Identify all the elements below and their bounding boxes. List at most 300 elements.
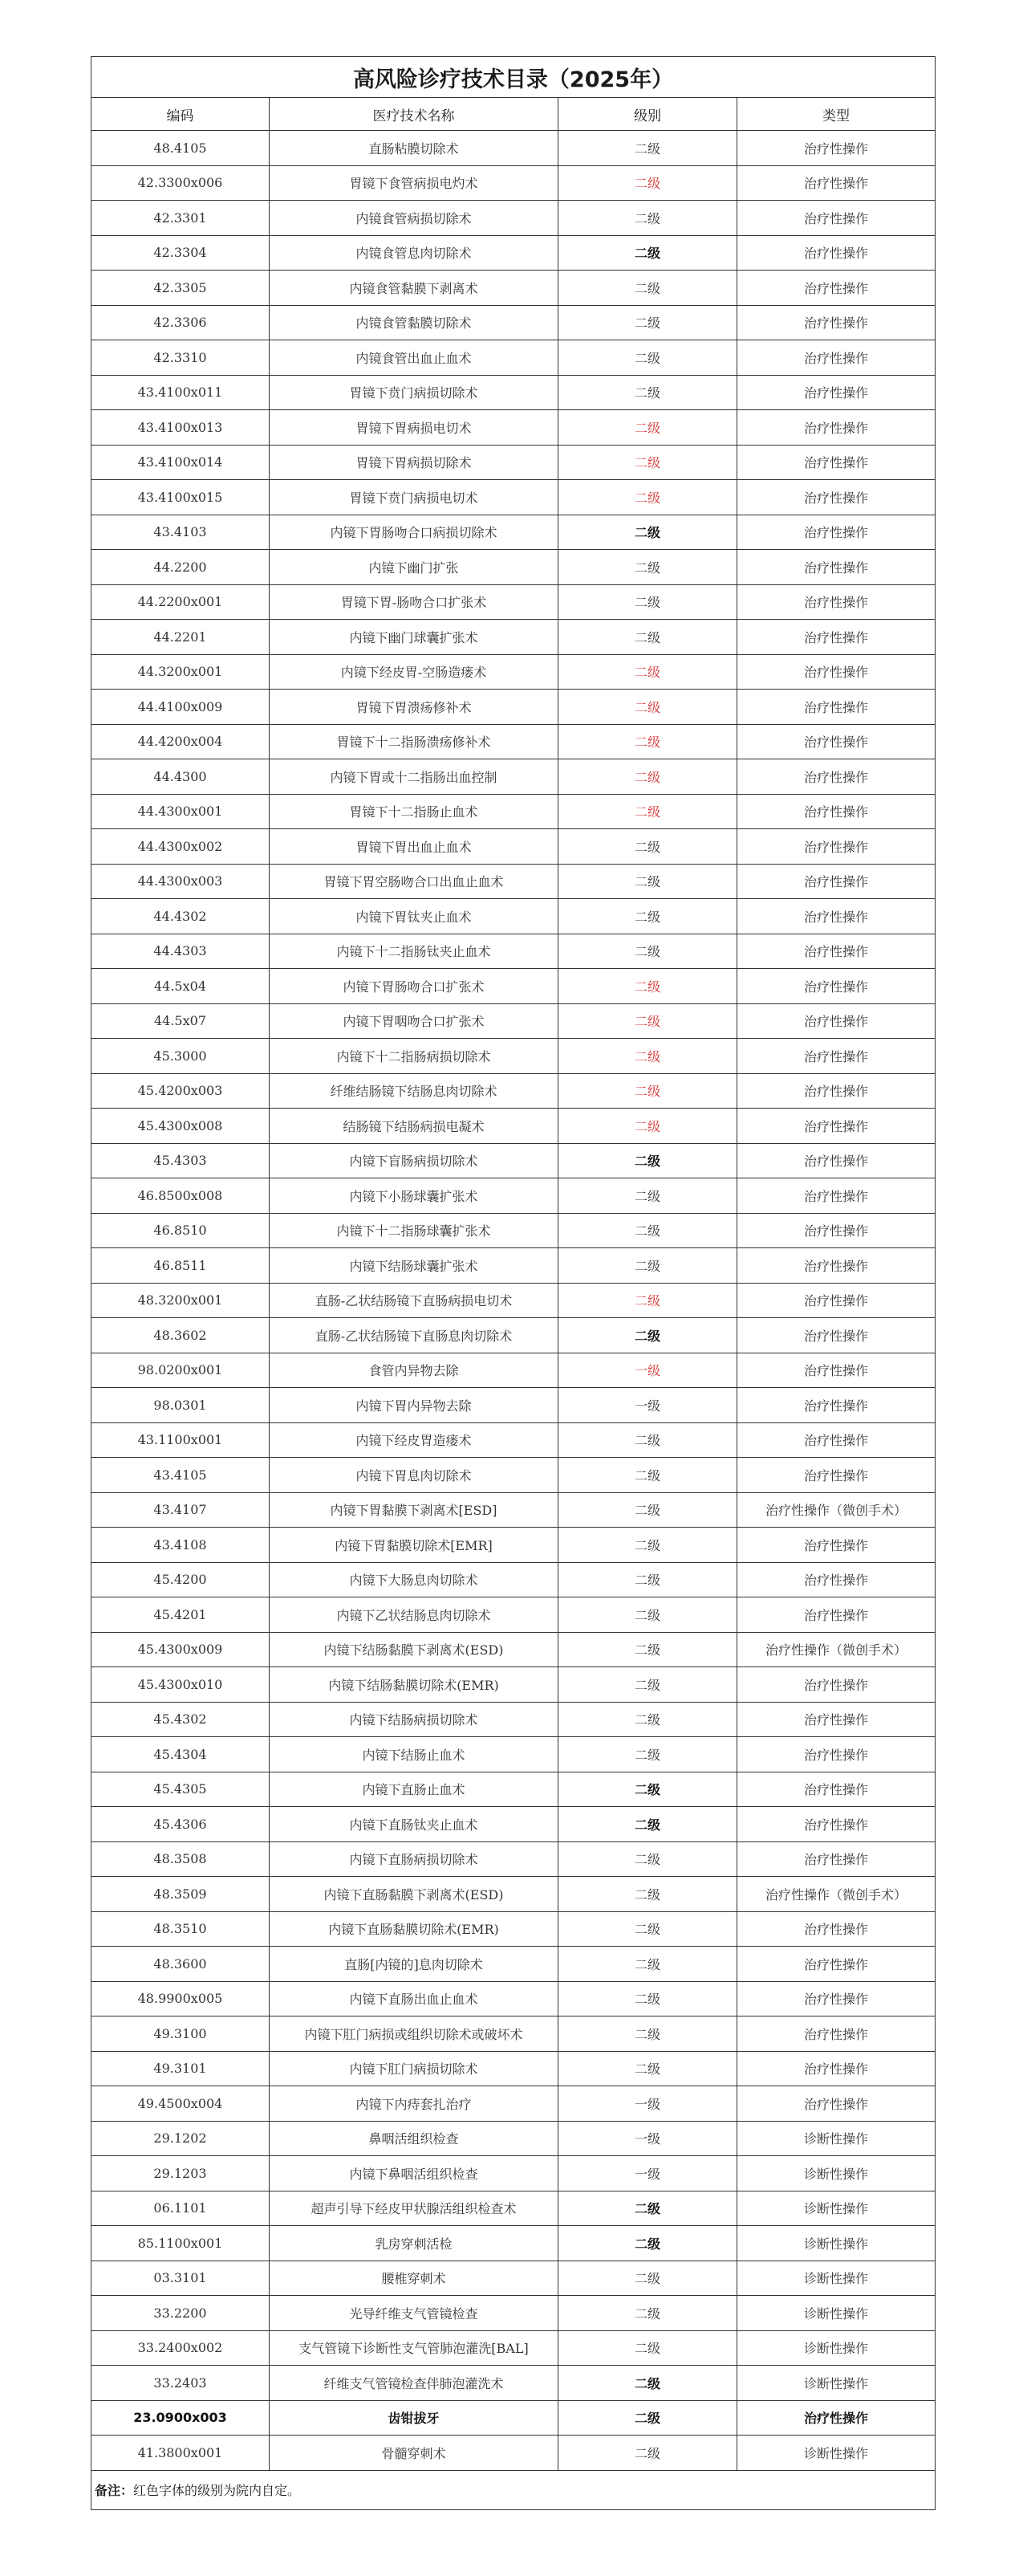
cell-type: 治疗性操作 <box>737 1143 936 1178</box>
cell-code: 44.4200x004 <box>91 724 270 759</box>
cell-type: 治疗性操作 <box>737 1109 936 1144</box>
cell-name: 内镜下胃黏膜下剥离术[ESD] <box>270 1492 558 1528</box>
cell-name: 胃镜下胃空肠吻合口出血止血术 <box>270 864 558 899</box>
cell-type: 治疗性操作 <box>737 1737 936 1772</box>
cell-type: 治疗性操作 <box>737 2400 936 2436</box>
cell-name: 胃镜下胃-肠吻合口扩张术 <box>270 584 558 620</box>
cell-level: 二级 <box>558 2016 737 2052</box>
cell-type: 治疗性操作 <box>737 1073 936 1109</box>
cell-name: 内镜下结肠止血术 <box>270 1737 558 1772</box>
cell-type: 治疗性操作 <box>737 724 936 759</box>
cell-level: 二级 <box>558 690 737 725</box>
table-row <box>91 1737 936 1772</box>
cell-name: 内镜下经皮胃-空肠造瘘术 <box>270 654 558 690</box>
table-row <box>91 690 936 725</box>
cell-name: 内镜下胃钛夹止血术 <box>270 899 558 934</box>
cell-level: 二级 <box>558 1109 737 1144</box>
table-row <box>91 1073 936 1109</box>
cell-level: 二级 <box>558 794 737 829</box>
cell-code: 03.3101 <box>91 2261 270 2296</box>
cell-code: 46.8510 <box>91 1213 270 1248</box>
cell-code: 44.4302 <box>91 899 270 934</box>
cell-level: 二级 <box>558 2330 737 2366</box>
cell-name: 内镜下经皮胃造瘘术 <box>270 1422 558 1458</box>
cell-code: 98.0200x001 <box>91 1353 270 1388</box>
cell-level: 二级 <box>558 1003 737 1039</box>
table-row <box>91 1422 936 1458</box>
cell-name: 结肠镜下结肠病损电凝术 <box>270 1109 558 1144</box>
cell-name: 胃镜下十二指肠止血术 <box>270 794 558 829</box>
cell-type: 治疗性操作 <box>737 794 936 829</box>
cell-type: 治疗性操作 <box>737 1388 936 1423</box>
cell-name: 直肠[内镜的]息肉切除术 <box>270 1947 558 1982</box>
cell-name: 内镜下肛门病损切除术 <box>270 2051 558 2086</box>
cell-name: 内镜下肛门病损或组织切除术或破坏术 <box>270 2016 558 2052</box>
cell-level: 二级 <box>558 480 737 515</box>
cell-name: 内镜下结肠球囊扩张术 <box>270 1248 558 1284</box>
cell-name: 乳房穿刺活检 <box>270 2226 558 2261</box>
table-row <box>91 1807 936 1842</box>
cell-level: 二级 <box>558 759 737 795</box>
cell-type: 治疗性操作 <box>737 410 936 446</box>
cell-level: 二级 <box>558 340 737 376</box>
cell-name: 直肠粘膜切除术 <box>270 131 558 166</box>
cell-code: 45.4300x010 <box>91 1667 270 1703</box>
cell-level: 二级 <box>558 1877 737 1912</box>
cell-code: 45.4201 <box>91 1597 270 1633</box>
cell-code: 23.0900x003 <box>91 2400 270 2436</box>
cell-name: 胃镜下胃病损切除术 <box>270 445 558 480</box>
cell-type: 治疗性操作 <box>737 1562 936 1597</box>
table-row <box>91 864 936 899</box>
cell-type: 治疗性操作 <box>737 201 936 236</box>
table-row <box>91 2051 936 2086</box>
cell-code: 43.4100x014 <box>91 445 270 480</box>
table-row <box>91 2330 936 2366</box>
cell-code: 29.1203 <box>91 2156 270 2191</box>
cell-code: 43.1100x001 <box>91 1422 270 1458</box>
cell-name: 内镜下小肠球囊扩张术 <box>270 1178 558 1214</box>
table-row <box>91 1562 936 1597</box>
cell-level: 二级 <box>558 1841 737 1877</box>
table-row <box>91 2191 936 2226</box>
cell-name: 内镜下大肠息肉切除术 <box>270 1562 558 1597</box>
cell-level: 二级 <box>558 654 737 690</box>
cell-code: 44.4300x001 <box>91 794 270 829</box>
cell-level: 二级 <box>558 235 737 271</box>
cell-name: 内镜下十二指肠病损切除术 <box>270 1039 558 1074</box>
cell-level: 二级 <box>558 2366 737 2401</box>
table-row <box>91 165 936 201</box>
cell-name: 胃镜下胃溃疡修补术 <box>270 690 558 725</box>
cell-code: 41.3800x001 <box>91 2436 270 2471</box>
cell-type: 治疗性操作 <box>737 1178 936 1214</box>
cell-type: 诊断性操作 <box>737 2191 936 2226</box>
cell-type: 治疗性操作 <box>737 375 936 410</box>
cell-type: 治疗性操作 <box>737 165 936 201</box>
table-body <box>91 131 936 2471</box>
cell-name: 内镜下直肠钛夹止血术 <box>270 1807 558 1842</box>
cell-type: 治疗性操作 <box>737 2086 936 2122</box>
cell-level: 二级 <box>558 1562 737 1597</box>
cell-name: 直肠-乙状结肠镜下直肠病损电切术 <box>270 1283 558 1318</box>
cell-level: 二级 <box>558 1318 737 1353</box>
cell-name: 内镜下结肠病损切除术 <box>270 1702 558 1737</box>
cell-code: 42.3310 <box>91 340 270 376</box>
cell-level: 二级 <box>558 1911 737 1947</box>
cell-name: 内镜下内痔套扎治疗 <box>270 2086 558 2122</box>
table-row <box>91 445 936 480</box>
cell-code: 48.3510 <box>91 1911 270 1947</box>
cell-code: 45.4200x003 <box>91 1073 270 1109</box>
cell-type: 治疗性操作 <box>737 515 936 550</box>
cell-type: 治疗性操作 <box>737 1213 936 1248</box>
table-row <box>91 201 936 236</box>
cell-level: 二级 <box>558 445 737 480</box>
cell-name: 内镜下幽门扩张 <box>270 550 558 585</box>
cell-level: 二级 <box>558 1143 737 1178</box>
cell-level: 二级 <box>558 724 737 759</box>
cell-code: 45.4306 <box>91 1807 270 1842</box>
cell-code: 48.3200x001 <box>91 1283 270 1318</box>
cell-code: 43.4100x011 <box>91 375 270 410</box>
cell-code: 06.1101 <box>91 2191 270 2226</box>
table-row <box>91 1109 936 1144</box>
cell-type: 治疗性操作 <box>737 131 936 166</box>
cell-name: 食管内异物去除 <box>270 1353 558 1388</box>
cell-level: 二级 <box>558 410 737 446</box>
header-row <box>91 98 936 131</box>
cell-name: 内镜下盲肠病损切除术 <box>270 1143 558 1178</box>
cell-code: 33.2403 <box>91 2366 270 2401</box>
cell-code: 43.4103 <box>91 515 270 550</box>
cell-level: 二级 <box>558 864 737 899</box>
cell-type: 治疗性操作 <box>737 1458 936 1493</box>
table-row <box>91 1492 936 1528</box>
cell-code: 44.4300x002 <box>91 829 270 865</box>
cell-level: 二级 <box>558 1737 737 1772</box>
cell-name: 超声引导下经皮甲状腺活组织检查术 <box>270 2191 558 2226</box>
footnote <box>91 2470 936 2509</box>
cell-name: 纤维支气管镜检查伴肺泡灌洗术 <box>270 2366 558 2401</box>
table-row <box>91 550 936 585</box>
cell-type: 治疗性操作 <box>737 1422 936 1458</box>
cell-level: 一级 <box>558 1353 737 1388</box>
header-type: 类型 <box>737 98 936 131</box>
cell-code: 48.3602 <box>91 1318 270 1353</box>
cell-level: 二级 <box>558 1702 737 1737</box>
cell-code: 43.4100x015 <box>91 480 270 515</box>
cell-level: 二级 <box>558 1178 737 1214</box>
cell-name: 内镜下直肠黏膜下剥离术(ESD) <box>270 1877 558 1912</box>
cell-type: 诊断性操作 <box>737 2436 936 2471</box>
table-row <box>91 1632 936 1667</box>
cell-level: 二级 <box>558 305 737 340</box>
table-row <box>91 1947 936 1982</box>
cell-type: 诊断性操作 <box>737 2366 936 2401</box>
cell-name: 鼻咽活组织检查 <box>270 2121 558 2156</box>
cell-level: 二级 <box>558 1667 737 1703</box>
cell-level: 二级 <box>558 620 737 655</box>
cell-level: 二级 <box>558 1528 737 1563</box>
cell-code: 85.1100x001 <box>91 2226 270 2261</box>
table-row <box>91 1318 936 1353</box>
cell-name: 胃镜下胃出血止血术 <box>270 829 558 865</box>
cell-code: 44.3200x001 <box>91 654 270 690</box>
table-row <box>91 2366 936 2401</box>
table-row <box>91 2016 936 2052</box>
cell-type: 治疗性操作 <box>737 1528 936 1563</box>
table-row <box>91 899 936 934</box>
table-row <box>91 829 936 865</box>
cell-name: 内镜下胃内异物去除 <box>270 1388 558 1423</box>
cell-type: 治疗性操作 <box>737 690 936 725</box>
cell-code: 42.3305 <box>91 271 270 306</box>
cell-code: 45.4303 <box>91 1143 270 1178</box>
header-code: 编码 <box>91 98 270 131</box>
table-row <box>91 235 936 271</box>
cell-name: 腰椎穿刺术 <box>270 2261 558 2296</box>
cell-name: 内镜下胃肠吻合口扩张术 <box>270 969 558 1004</box>
table-row <box>91 2156 936 2191</box>
cell-code: 42.3304 <box>91 235 270 271</box>
cell-name: 内镜食管息肉切除术 <box>270 235 558 271</box>
page-title: 高风险诊疗技术目录（2025年） <box>91 57 936 98</box>
table-row <box>91 1353 936 1388</box>
cell-code: 48.3600 <box>91 1947 270 1982</box>
cell-name: 齿钳拔牙 <box>270 2400 558 2436</box>
cell-type: 诊断性操作 <box>737 2330 936 2366</box>
cell-name: 胃镜下食管病损电灼术 <box>270 165 558 201</box>
cell-type: 治疗性操作 <box>737 2016 936 2052</box>
cell-type: 治疗性操作 <box>737 1947 936 1982</box>
cell-level: 二级 <box>558 1597 737 1633</box>
header-name: 医疗技术名称 <box>270 98 558 131</box>
cell-level: 二级 <box>558 1213 737 1248</box>
cell-type: 治疗性操作 <box>737 829 936 865</box>
cell-level: 二级 <box>558 1492 737 1528</box>
cell-code: 45.4200 <box>91 1562 270 1597</box>
cell-type: 治疗性操作 <box>737 969 936 1004</box>
table-row <box>91 131 936 166</box>
cell-code: 29.1202 <box>91 2121 270 2156</box>
table-row <box>91 1981 936 2016</box>
cell-level: 二级 <box>558 2051 737 2086</box>
table-row <box>91 654 936 690</box>
table-row <box>91 1248 936 1284</box>
cell-type: 诊断性操作 <box>737 2121 936 2156</box>
cell-name: 骨髓穿刺术 <box>270 2436 558 2471</box>
cell-type: 治疗性操作 <box>737 864 936 899</box>
cell-type: 治疗性操作 <box>737 2051 936 2086</box>
cell-code: 45.4304 <box>91 1737 270 1772</box>
cell-type: 治疗性操作 <box>737 1283 936 1318</box>
cell-level: 二级 <box>558 2261 737 2296</box>
table-row <box>91 1772 936 1807</box>
cell-type: 治疗性操作（微创手术） <box>737 1632 936 1667</box>
table-row <box>91 1178 936 1214</box>
table-row <box>91 1528 936 1563</box>
table-row <box>91 759 936 795</box>
cell-code: 43.4108 <box>91 1528 270 1563</box>
cell-name: 内镜下鼻咽活组织检查 <box>270 2156 558 2191</box>
table-row <box>91 515 936 550</box>
cell-level: 二级 <box>558 550 737 585</box>
table-row <box>91 2261 936 2296</box>
cell-level: 二级 <box>558 1073 737 1109</box>
cell-code: 44.2200 <box>91 550 270 585</box>
table-row <box>91 1597 936 1633</box>
cell-level: 二级 <box>558 2436 737 2471</box>
cell-level: 二级 <box>558 1039 737 1074</box>
cell-name: 内镜下胃肠吻合口病损切除术 <box>270 515 558 550</box>
cell-type: 治疗性操作（微创手术） <box>737 1877 936 1912</box>
cell-code: 48.4105 <box>91 131 270 166</box>
cell-level: 二级 <box>558 201 737 236</box>
catalog-table <box>91 56 936 2510</box>
table-row <box>91 340 936 376</box>
table-row <box>91 2226 936 2261</box>
cell-name: 内镜下直肠止血术 <box>270 1772 558 1807</box>
cell-code: 43.4100x013 <box>91 410 270 446</box>
table-row <box>91 410 936 446</box>
cell-type: 治疗性操作 <box>737 620 936 655</box>
table-row <box>91 305 936 340</box>
cell-type: 诊断性操作 <box>737 2156 936 2191</box>
cell-code: 43.4105 <box>91 1458 270 1493</box>
cell-code: 44.5x04 <box>91 969 270 1004</box>
cell-level: 二级 <box>558 1947 737 1982</box>
table-row <box>91 584 936 620</box>
cell-level: 二级 <box>558 1283 737 1318</box>
cell-code: 45.4305 <box>91 1772 270 1807</box>
cell-level: 二级 <box>558 1422 737 1458</box>
cell-type: 诊断性操作 <box>737 2261 936 2296</box>
cell-type: 治疗性操作 <box>737 445 936 480</box>
cell-level: 二级 <box>558 899 737 934</box>
cell-type: 治疗性操作 <box>737 271 936 306</box>
cell-name: 内镜下结肠黏膜下剥离术(ESD) <box>270 1632 558 1667</box>
table-row <box>91 2436 936 2471</box>
cell-type: 治疗性操作 <box>737 654 936 690</box>
cell-type: 治疗性操作 <box>737 1981 936 2016</box>
cell-code: 44.4300x003 <box>91 864 270 899</box>
cell-name: 光导纤维支气管镜检查 <box>270 2296 558 2331</box>
cell-level: 二级 <box>558 271 737 306</box>
cell-level: 一级 <box>558 2086 737 2122</box>
cell-name: 内镜下结肠黏膜切除术(EMR) <box>270 1667 558 1703</box>
cell-code: 49.4500x004 <box>91 2086 270 2122</box>
note-label: 备注： <box>95 2483 134 2498</box>
cell-name: 内镜食管黏膜切除术 <box>270 305 558 340</box>
cell-code: 43.4107 <box>91 1492 270 1528</box>
cell-code: 45.4300x008 <box>91 1109 270 1144</box>
cell-level: 二级 <box>558 1772 737 1807</box>
cell-level: 二级 <box>558 1807 737 1842</box>
cell-name: 内镜下胃咽吻合口扩张术 <box>270 1003 558 1039</box>
cell-type: 治疗性操作 <box>737 1911 936 1947</box>
cell-type: 治疗性操作 <box>737 584 936 620</box>
table-row <box>91 1911 936 1947</box>
cell-type: 治疗性操作 <box>737 1807 936 1842</box>
table-row <box>91 1003 936 1039</box>
cell-type: 治疗性操作 <box>737 1318 936 1353</box>
cell-code: 44.4100x009 <box>91 690 270 725</box>
cell-code: 48.3509 <box>91 1877 270 1912</box>
cell-level: 二级 <box>558 1248 737 1284</box>
cell-code: 42.3306 <box>91 305 270 340</box>
cell-type: 治疗性操作 <box>737 1702 936 1737</box>
cell-type: 治疗性操作 <box>737 1667 936 1703</box>
cell-name: 胃镜下贲门病损切除术 <box>270 375 558 410</box>
cell-type: 治疗性操作 <box>737 934 936 969</box>
cell-code: 45.4302 <box>91 1702 270 1737</box>
cell-name: 内镜食管黏膜下剥离术 <box>270 271 558 306</box>
cell-type: 治疗性操作 <box>737 235 936 271</box>
cell-code: 42.3300x006 <box>91 165 270 201</box>
cell-code: 45.4300x009 <box>91 1632 270 1667</box>
table-row <box>91 1388 936 1423</box>
table-row <box>91 794 936 829</box>
cell-type: 治疗性操作 <box>737 1353 936 1388</box>
cell-type: 治疗性操作 <box>737 340 936 376</box>
cell-name: 内镜下胃或十二指肠出血控制 <box>270 759 558 795</box>
table-row <box>91 1458 936 1493</box>
cell-type: 治疗性操作 <box>737 1772 936 1807</box>
cell-code: 46.8500x008 <box>91 1178 270 1214</box>
cell-name: 胃镜下胃病损电切术 <box>270 410 558 446</box>
table-row <box>91 375 936 410</box>
table-row <box>91 2400 936 2436</box>
cell-type: 治疗性操作（微创手术） <box>737 1492 936 1528</box>
cell-level: 二级 <box>558 131 737 166</box>
table-row <box>91 724 936 759</box>
cell-level: 二级 <box>558 375 737 410</box>
table-row <box>91 271 936 306</box>
cell-level: 二级 <box>558 829 737 865</box>
cell-type: 诊断性操作 <box>737 2296 936 2331</box>
cell-code: 33.2200 <box>91 2296 270 2331</box>
header-level: 级别 <box>558 98 737 131</box>
cell-code: 44.4303 <box>91 934 270 969</box>
cell-code: 49.3101 <box>91 2051 270 2086</box>
cell-type: 治疗性操作 <box>737 1003 936 1039</box>
cell-code: 49.3100 <box>91 2016 270 2052</box>
table-row <box>91 969 936 1004</box>
cell-name: 支气管镜下诊断性支气管肺泡灌洗[BAL] <box>270 2330 558 2366</box>
cell-type: 治疗性操作 <box>737 1841 936 1877</box>
cell-level: 二级 <box>558 2191 737 2226</box>
cell-level: 二级 <box>558 2400 737 2436</box>
cell-level: 二级 <box>558 1632 737 1667</box>
cell-type: 治疗性操作 <box>737 1248 936 1284</box>
cell-name: 内镜下直肠黏膜切除术(EMR) <box>270 1911 558 1947</box>
cell-type: 治疗性操作 <box>737 899 936 934</box>
note-text: 红色字体的级别为院内自定。 <box>133 2483 301 2498</box>
cell-level: 一级 <box>558 1388 737 1423</box>
table-row <box>91 1841 936 1877</box>
cell-level: 一级 <box>558 2121 737 2156</box>
cell-name: 内镜下十二指肠球囊扩张术 <box>270 1213 558 1248</box>
table-row <box>91 1702 936 1737</box>
cell-name: 内镜下胃息肉切除术 <box>270 1458 558 1493</box>
cell-level: 二级 <box>558 1981 737 2016</box>
table-row <box>91 934 936 969</box>
cell-code: 42.3301 <box>91 201 270 236</box>
table-row <box>91 1283 936 1318</box>
cell-type: 治疗性操作 <box>737 759 936 795</box>
cell-name: 纤维结肠镜下结肠息肉切除术 <box>270 1073 558 1109</box>
